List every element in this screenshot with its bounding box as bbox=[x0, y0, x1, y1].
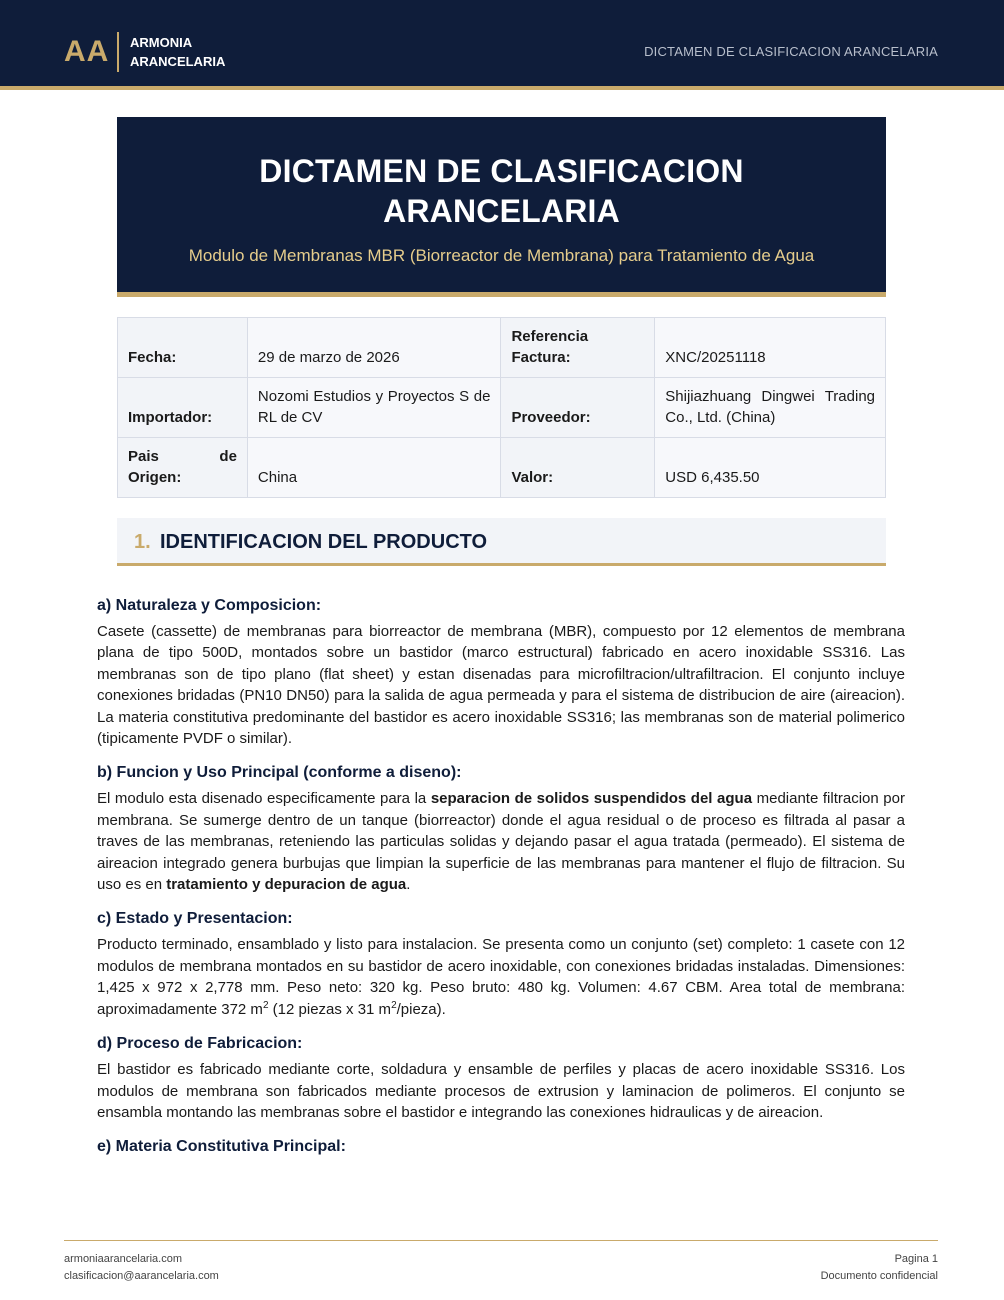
referencia-label bbox=[501, 318, 655, 378]
pais-label-word-1: Pais bbox=[128, 448, 159, 465]
document-title-line-1: DICTAMEN DE CLASIFICACION bbox=[259, 153, 744, 189]
importador-value: Nozomi Estudios y Proyectos S de RL de CV bbox=[247, 378, 501, 438]
subsection-c-text bbox=[97, 934, 905, 1020]
table-row bbox=[118, 378, 886, 438]
logo-wordmark bbox=[130, 33, 225, 71]
footer-website: armoniaarancelaria.com bbox=[64, 1253, 182, 1265]
fecha-value: 29 de marzo de 2026 bbox=[247, 318, 501, 378]
valor-label: Valor: bbox=[501, 438, 655, 498]
pais-label bbox=[118, 438, 248, 498]
referencia-value: XNC/20251118 bbox=[655, 318, 886, 378]
b-text-part-2: mediante filtracion por membrana. Se sumerge dentro de un tanque (biorreactor) donde el agua residual o de proceso es filtrada al pasar a traves de las membranas, reteniendo las particulas solidas y dejando pasar el agua tratada (permeado). El sistema de aireacion integrado genera burbujas que limpian la superficie de las membranas para mantener el flujo de filtracion. Su uso es en bbox=[97, 790, 905, 894]
table-row bbox=[118, 438, 886, 498]
footer-rule bbox=[64, 1240, 938, 1241]
subsection-b-text bbox=[97, 788, 905, 895]
pais-label-line-2: Origen: bbox=[128, 469, 182, 486]
logo-divider bbox=[117, 32, 119, 72]
subsection-a-heading: a) Naturaleza y Composicion: bbox=[97, 597, 322, 614]
header-bar bbox=[0, 0, 1004, 86]
subsection-c-heading: c) Estado y Presentacion: bbox=[97, 910, 293, 928]
pais-label-line-1 bbox=[128, 446, 237, 467]
section-title: IDENTIFICACION DEL PRODUCTO bbox=[160, 531, 488, 553]
title-block bbox=[117, 117, 886, 292]
subsection-d-heading: d) Proceso de Fabricacion: bbox=[97, 1035, 303, 1053]
footer-meta bbox=[821, 1251, 938, 1285]
b-text-part-1: El modulo esta disenado especificamente para la bbox=[97, 790, 431, 808]
table-row bbox=[118, 318, 886, 378]
header-gold-rule bbox=[0, 86, 1004, 90]
footer-confidential: Documento confidencial bbox=[820, 1270, 938, 1282]
referencia-label-line-2: Factura: bbox=[511, 349, 571, 366]
title-gold-rule bbox=[117, 292, 886, 297]
proveedor-value: Shijiazhuang Dingwei Trading Co., Ltd. (China) bbox=[655, 378, 886, 438]
section-heading bbox=[117, 518, 886, 566]
proveedor-label: Proveedor: bbox=[501, 378, 655, 438]
footer-email: clasificacion@aarancelaria.com bbox=[64, 1270, 219, 1282]
c-superscript-2: 2 bbox=[391, 999, 397, 1011]
valor-value: USD 6,435.50 bbox=[655, 438, 886, 498]
section-number: 1. bbox=[134, 531, 151, 553]
document-body bbox=[97, 596, 905, 1162]
c-text-part-1: Producto terminado, ensamblado y listo para instalacion. Se presenta como un conjunto (set) completo: 1 casete con 12 modulos de membrana montados en su bastidor de acero inoxidable, con conexiones bridadas instaladas. Dimensiones: 1,425 x 972 x 2,778 mm. Peso neto: 320 kg. Peso bruto: 480 kg. Volumen: 4.67 CBM. Area total de membrana: aproximadamente 372 m bbox=[97, 936, 905, 1018]
subsection-b-heading: b) Funcion y Uso Principal (conforme a diseno): bbox=[97, 764, 462, 782]
document-subtitle: Modulo de Membranas MBR (Biorreactor de Membrana) para Tratamiento de Agua bbox=[188, 246, 815, 265]
document-title bbox=[117, 151, 886, 231]
importador-label: Importador: bbox=[118, 378, 248, 438]
c-text-part-2: (12 piezas x 31 m bbox=[268, 1000, 392, 1018]
pais-value: China bbox=[247, 438, 501, 498]
logo-line-1: ARMONIA bbox=[130, 35, 193, 50]
pais-label-word-2: de bbox=[219, 448, 237, 465]
subsection-a-text: Casete (cassette) de membranas para biorreactor de membrana (MBR), compuesto por 12 elementos de membrana plana de tipo 500D, montados sobre un bastidor (marco estructural) fabricado en acero inoxidable SS316. Las membranas son de tipo plano (flat sheet) y estan disenadas para microfiltracion/ultrafiltracion. El conjunto incluye conexiones bridadas (PN10 DN50) para la salida de agua permeada y para el sistema de distribucion de aire (aireacion). La materia constitutiva predominante del bastidor es acero inoxidable SS316; las membranas son de material polimerico (tipicamente PVDF o similar). bbox=[97, 623, 905, 748]
b-text-part-3: . bbox=[406, 876, 411, 894]
referencia-label-line-1: Referencia bbox=[511, 328, 589, 345]
info-table bbox=[117, 317, 886, 498]
b-bold-part-2: tratamiento y depuracion de agua bbox=[166, 876, 407, 894]
fecha-label: Fecha: bbox=[118, 318, 248, 378]
logo-line-2: ARANCELARIA bbox=[130, 54, 226, 69]
c-text-part-3: /pieza). bbox=[396, 1000, 446, 1018]
logo-mark: AA bbox=[64, 35, 110, 68]
document-title-line-2: ARANCELARIA bbox=[383, 193, 620, 229]
footer-page-number: Pagina 1 bbox=[894, 1253, 938, 1265]
subsection-e-heading: e) Materia Constitutiva Principal: bbox=[97, 1138, 346, 1156]
b-bold-part-1: separacion de solidos suspendidos del agua bbox=[430, 790, 753, 808]
footer-contact bbox=[64, 1251, 219, 1285]
header-doc-label: DICTAMEN DE CLASIFICACION ARANCELARIA bbox=[644, 44, 938, 59]
subsection-d-text: El bastidor es fabricado mediante corte, soldadura y ensamble de perfiles y placas de acero inoxidable SS316. Los modulos de membrana son fabricados mediante procesos de extrusion y laminacion de polimeros. El conjunto se ensambla montando las membranas sobre el bastidor e integrando las conexiones hidraulicas y de aireacion. bbox=[97, 1061, 905, 1121]
c-superscript-1: 2 bbox=[262, 999, 269, 1011]
